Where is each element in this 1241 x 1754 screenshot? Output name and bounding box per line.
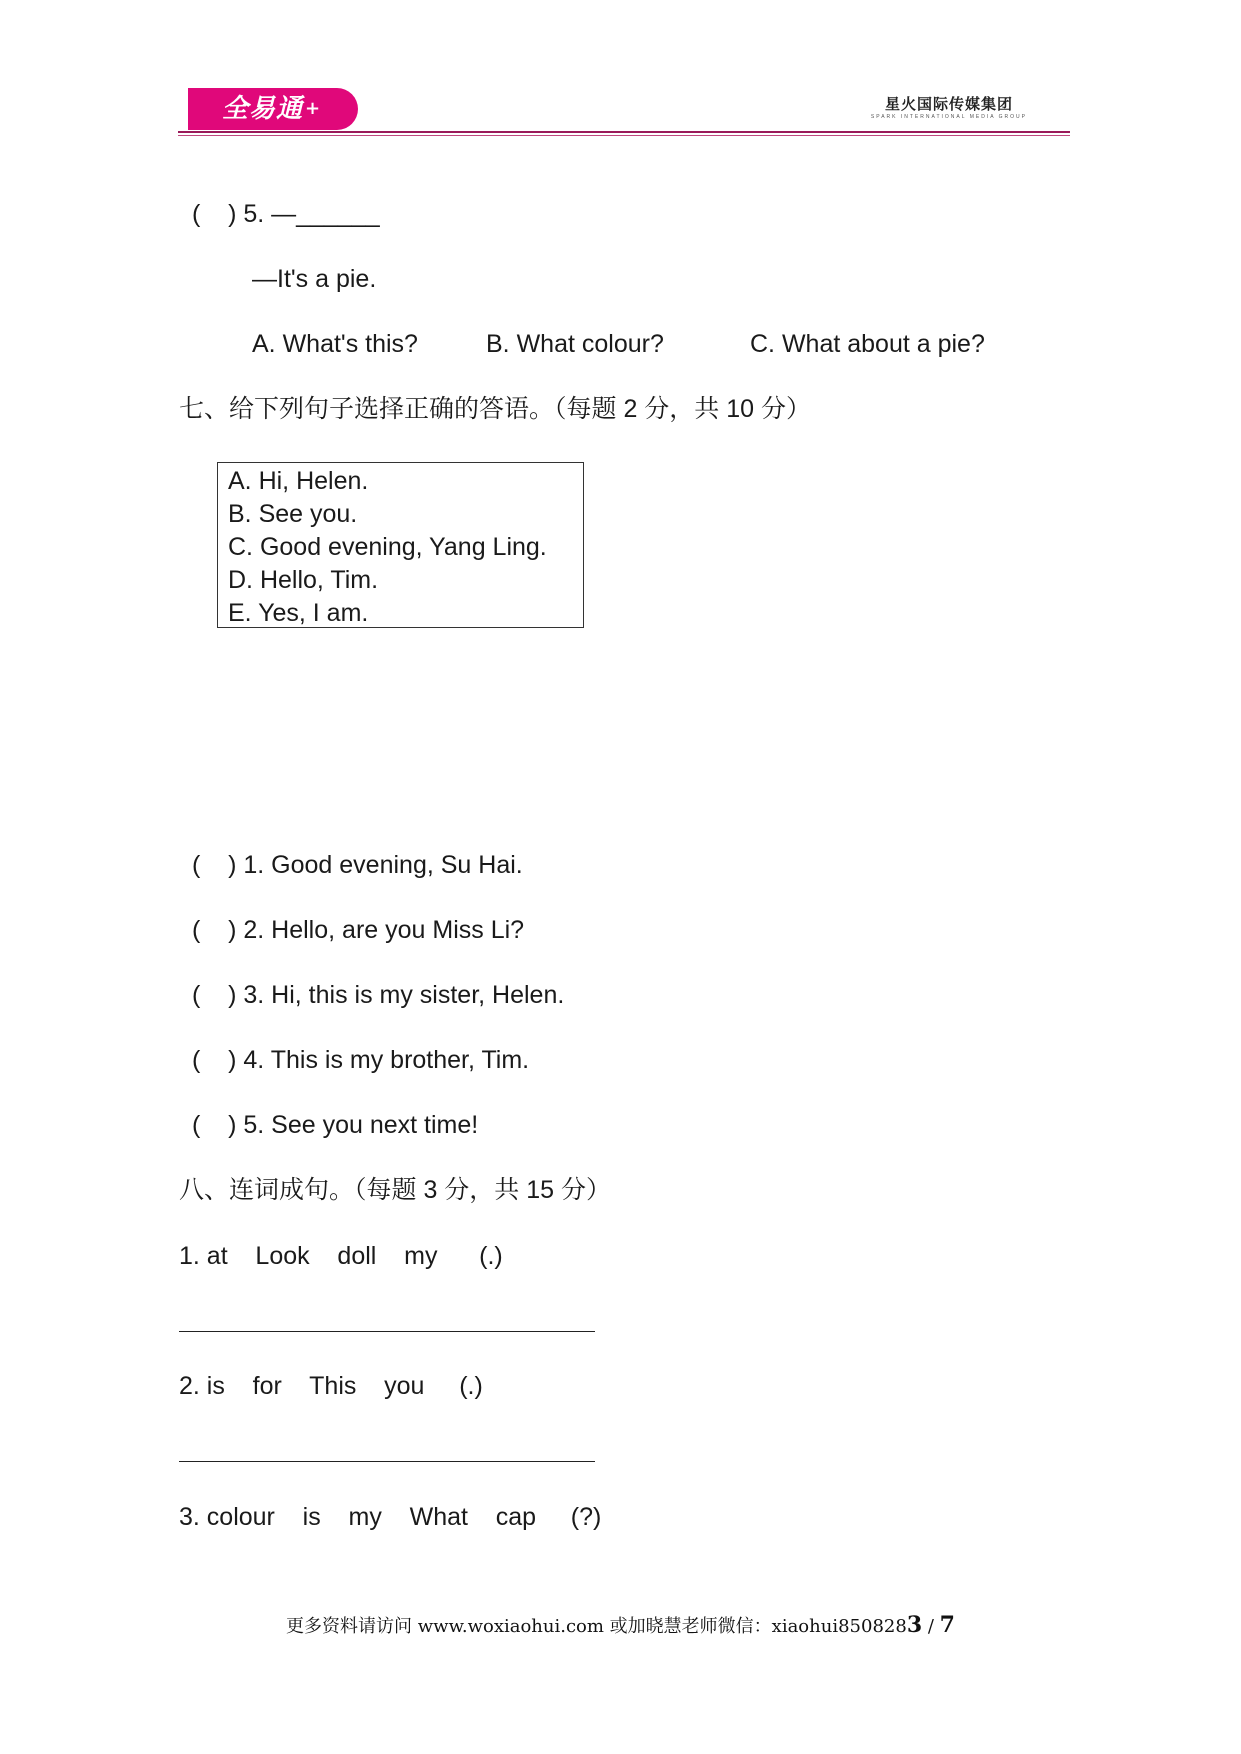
section7-question: ( ) 5. See you next time! xyxy=(192,1111,479,1139)
answer-option: A. Hi, Helen. xyxy=(228,467,369,495)
header-rule-thin xyxy=(178,135,1070,136)
q5-stem: ( ) 5. —______ xyxy=(192,200,380,228)
section8-item: 3. colour is my What cap (?) xyxy=(179,1503,602,1531)
section7-question: ( ) 1. Good evening, Su Hai. xyxy=(192,851,523,879)
header-rule xyxy=(178,131,1070,133)
section7-question: ( ) 2. Hello, are you Miss Li? xyxy=(192,916,525,944)
publisher-name-en: SPARK INTERNATIONAL MEDIA GROUP xyxy=(870,114,1027,120)
page-total: 7 xyxy=(939,1612,955,1638)
q5-option-c: C. What about a pie? xyxy=(750,330,985,358)
answer-option: B. See you. xyxy=(228,500,358,528)
section7-title: 七、给下列句子选择正确的答语。（每题 2 分，共 10 分） xyxy=(179,395,811,423)
publisher-name-cn: 星火国际传媒集团 xyxy=(884,96,1013,113)
q5-option-b: B. What colour? xyxy=(486,330,664,358)
page-footer xyxy=(0,1612,1241,1638)
answer-option: E. Yes, I am. xyxy=(228,599,369,627)
section7-question: ( ) 3. Hi, this is my sister, Helen. xyxy=(192,981,565,1009)
page-current: 3 xyxy=(906,1612,923,1638)
section8-title: 八、连词成句。（每题 3 分，共 15 分） xyxy=(179,1176,611,1204)
brand-logo xyxy=(188,88,358,130)
answer-option: C. Good evening, Yang Ling. xyxy=(228,533,547,561)
answer-options-box xyxy=(217,462,584,628)
q5-option-a: A. What's this? xyxy=(252,330,418,358)
q5-answer: —It's a pie. xyxy=(252,265,377,293)
logo-text: 全易通 xyxy=(222,94,304,124)
answer-option: D. Hello, Tim. xyxy=(228,566,379,594)
footer-text: 更多资料请访问 www.woxiaohui.com 或加晓慧老师微信：xiaohui850828 xyxy=(286,1616,907,1637)
logo-star: + xyxy=(305,98,322,119)
answer-line xyxy=(179,1461,595,1462)
page-separator: / xyxy=(922,1616,940,1637)
publisher-mark xyxy=(871,96,1027,121)
section8-item: 2. is for This you (.) xyxy=(179,1372,483,1400)
section8-item: 1. at Look doll my (.) xyxy=(179,1242,503,1270)
section7-question: ( ) 4. This is my brother, Tim. xyxy=(192,1046,530,1074)
answer-line xyxy=(179,1331,595,1332)
